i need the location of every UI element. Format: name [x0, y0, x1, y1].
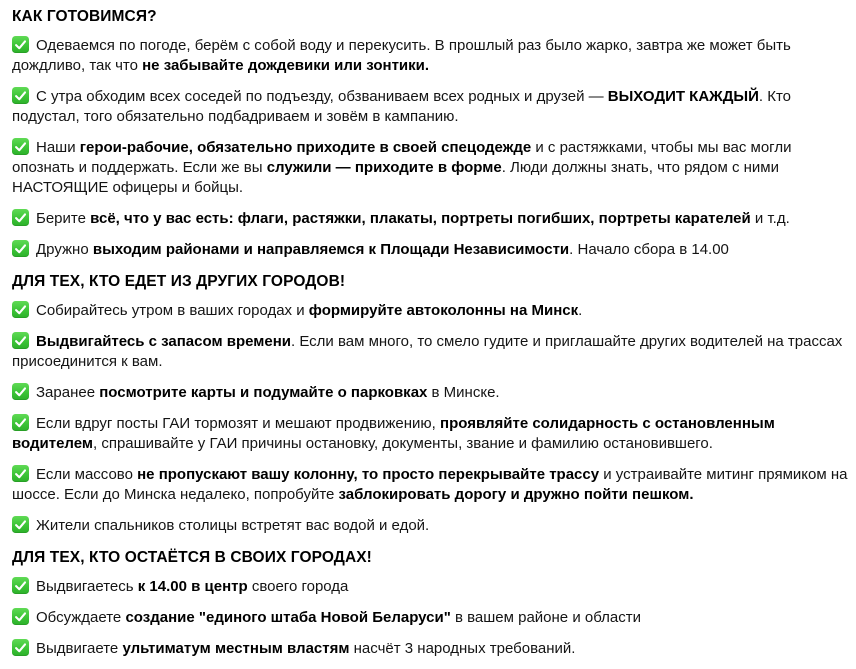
checklist-item [12, 240, 848, 260]
text-segment: Если массово [36, 466, 138, 483]
text-segment: , спрашивайте у ГАИ причины остановку, документы, звание и фамилию остановившего. [93, 435, 713, 452]
check-icon [12, 36, 29, 53]
check-icon [12, 87, 29, 104]
text-segment: в вашем районе и области [450, 609, 641, 626]
checklist-item [12, 608, 848, 628]
text-segment: С утра обходим всех соседей по подъезду, обзваниваем всех родных и друзей — [36, 88, 608, 105]
bold-text-segment: ультиматум местным властям [122, 640, 350, 657]
text-segment: Обсуждаете [36, 609, 126, 626]
check-icon [12, 138, 29, 155]
bold-text-segment: всё, что у вас есть: флаги, растяжки, плакаты, портреты погибших, портреты карателей [90, 210, 751, 227]
bold-text-segment: служили — приходите в форме [266, 159, 502, 176]
bold-text-segment: не забывайте дождевики или зонтики. [142, 57, 430, 74]
checklist-item [12, 516, 848, 536]
text-segment: Одеваемся по погоде, берём с собой воду и перекусить. В прошлый раз было жарко, завтра же может быть дождливо, так что [12, 37, 791, 74]
check-icon [12, 577, 29, 594]
check-icon [12, 414, 29, 431]
text-segment: . Начало сбора в 14.00 [569, 241, 729, 258]
check-icon [12, 301, 29, 318]
text-segment: Берите [36, 210, 91, 227]
text-segment: . Кто подустал, того обязательно подбадриваем и зовём в кампанию. [12, 88, 792, 125]
check-icon [12, 608, 29, 625]
section-heading: ДЛЯ ТЕХ, КТО ЕДЕТ ИЗ ДРУГИХ ГОРОДОВ! [12, 273, 346, 290]
section-heading: ДЛЯ ТЕХ, КТО ОСТАЁТСЯ В СВОИХ ГОРОДАХ! [12, 549, 372, 566]
bold-text-segment: герои-рабочие, обязательно приходите в своей спецодежде [79, 139, 532, 156]
bold-text-segment: ВЫХОДИТ КАЖДЫЙ [607, 88, 759, 105]
check-icon [12, 383, 29, 400]
checklist-item [12, 577, 848, 597]
text-segment: Дружно [36, 241, 93, 258]
checklist-item [12, 36, 848, 76]
bold-text-segment: посмотрите карты и подумайте о парковках [99, 384, 428, 401]
text-segment: своего города [247, 578, 349, 595]
check-icon [12, 516, 29, 533]
check-icon [12, 465, 29, 482]
bold-text-segment: Выдвигайтесь с запасом времени [36, 333, 291, 350]
checklist-item [12, 87, 848, 127]
checklist-item [12, 465, 848, 505]
bold-text-segment: выходим районами и направляемся к Площади Независимости [92, 241, 570, 258]
check-icon [12, 240, 29, 257]
text-segment: Если вдруг посты ГАИ тормозят и мешают продвижению, [36, 415, 441, 432]
checklist-item [12, 414, 848, 454]
check-icon [12, 209, 29, 226]
text-segment: в Минске. [427, 384, 500, 401]
checklist-item [12, 301, 848, 321]
bold-text-segment: формируйте автоколонны на Минск [308, 302, 579, 319]
text-segment: Наши [36, 139, 80, 156]
bold-text-segment: заблокировать дорогу и дружно пойти пешком. [338, 486, 694, 503]
text-segment: Выдвигаетесь [36, 578, 138, 595]
text-segment: и т.д. [750, 210, 790, 227]
check-icon [12, 639, 29, 656]
text-segment: Жители спальников столицы встретят вас водой и едой. [36, 517, 430, 534]
check-icon [12, 332, 29, 349]
checklist-item [12, 639, 848, 659]
checklist-item [12, 383, 848, 403]
text-segment: . Люди должны знать, что рядом с ними НАСТОЯЩИЕ офицеры и бойцы. [12, 159, 779, 196]
bold-text-segment: проявляйте солидарность с остановленным водителем [12, 415, 775, 452]
text-segment: Собирайтесь утром в ваших городах и [36, 302, 309, 319]
bold-text-segment: создание "единого штаба Новой Беларуси" [125, 609, 451, 626]
checklist-item [12, 209, 848, 229]
bold-text-segment: не пропускают вашу колонну, то просто перекрывайте трассу [137, 466, 600, 483]
text-segment: . Если вам много, то смело гудите и приглашайте других водителей на трассах присоединится к вам. [12, 333, 843, 370]
text-segment: и устраивайте митинг прямиком на шоссе. Если до Минска недалеко, попробуйте [12, 466, 848, 503]
text-segment: . [578, 302, 583, 319]
text-segment: насчёт 3 народных требований. [349, 640, 576, 657]
section-heading: КАК ГОТОВИМСЯ? [12, 8, 157, 25]
text-segment: Выдвигаете [36, 640, 123, 657]
text-segment: и с растяжками, чтобы мы вас могли опознать и поддержать. Если же вы [12, 139, 792, 176]
bold-text-segment: к 14.00 в центр [137, 578, 248, 595]
checklist-item [12, 138, 848, 198]
text-segment: Заранее [36, 384, 100, 401]
checklist-item [12, 332, 848, 372]
